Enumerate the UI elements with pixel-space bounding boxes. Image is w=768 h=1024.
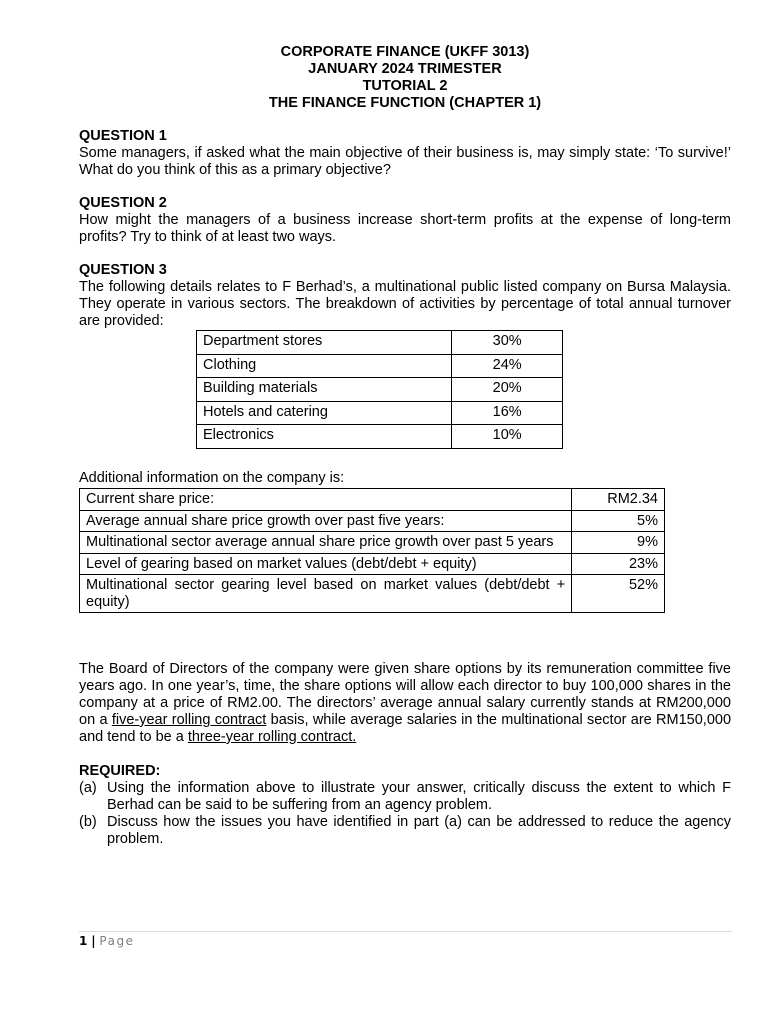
item-label: (b) [79,814,97,830]
board-text-part-1: The Board of Directors of the company were given share options by its remuneration committee five years ago. In one year’s, time, the share options will allow each director to buy 100,000 shares in the company at a price of RM2.00. The directors’ average annual salary currently stands at RM200,000 on a [79,661,731,728]
percentage-cell: 30% [452,331,563,355]
course-title: CORPORATE FINANCE (UKFF 3013) [280,44,530,60]
additional-info-table [79,488,665,613]
info-item-cell: Multinational sector average annual share price growth over past 5 years [80,532,572,554]
item-text: Using the information above to illustrate your answer, critically discuss the extent to which F Berhad can be said to be suffering from an agency problem. [107,780,731,813]
info-item-cell: Current share price: [80,489,572,511]
required-item-b [79,814,731,848]
page-footer [79,934,134,948]
required-section [79,763,731,848]
required-item-a [79,780,731,814]
table-row [197,354,563,378]
item-label: (a) [79,780,97,796]
required-heading: REQUIRED: [79,763,161,779]
activity-cell: Clothing [197,354,452,378]
table-row [80,489,665,511]
table-row [197,425,563,449]
additional-info-label: Additional information on the company is: [79,470,345,486]
table-row [197,331,563,355]
board-paragraph [79,661,731,746]
five-year-contract-text: five-year rolling contract [111,712,267,728]
table-row [197,401,563,425]
info-value-cell: RM2.34 [572,489,665,511]
percentage-cell: 24% [452,354,563,378]
activity-cell: Department stores [197,331,452,355]
table-row [80,553,665,575]
table-row [80,510,665,532]
info-item-cell: Multinational sector gearing level based on market values (debt/debt + equity) [80,575,572,613]
table-row [197,378,563,402]
question-2-heading: QUESTION 2 [79,195,167,211]
question-3 [79,262,731,330]
info-value-cell: 5% [572,510,665,532]
chapter-title: THE FINANCE FUNCTION (CHAPTER 1) [268,95,542,111]
three-year-contract-text: three-year rolling contract. [187,729,357,745]
percentage-cell: 20% [452,378,563,402]
question-3-intro: The following details relates to F Berhad’s, a multinational public listed company on Bursa Malaysia. They operate in various sectors. The breakdown of activities by percentage of total annual turnover are provided: [79,279,731,329]
trimester-title: JANUARY 2024 TRIMESTER [308,61,502,77]
activity-cell: Building materials [197,378,452,402]
question-2-text: How might the managers of a business increase short-term profits at the expense of long-term profits? Try to think of at least two ways. [79,212,731,245]
board-text-part-2: basis, while average salaries in the multinational sector are RM150,000 and tend to be a [79,712,732,745]
activity-cell: Hotels and catering [197,401,452,425]
item-text: Discuss how the issues you have identified in part (a) can be addressed to reduce the agency problem. [107,814,731,847]
tutorial-title: TUTORIAL 2 [362,78,448,94]
info-item-cell: Level of gearing based on market values (debt/debt + equity) [80,553,572,575]
footer-separator: | [91,934,96,948]
footer-divider [79,931,732,932]
question-3-heading: QUESTION 3 [79,262,167,278]
question-1 [79,128,731,179]
question-2 [79,195,731,246]
page-label: Page [99,934,135,948]
document-header [79,44,731,112]
table-row [80,575,665,613]
info-value-cell: 23% [572,553,665,575]
question-1-heading: QUESTION 1 [79,128,167,144]
info-value-cell: 52% [572,575,665,613]
question-1-text: Some managers, if asked what the main objective of their business is, may simply state: ‘To survive!’ What do you think of this as a primary objective? [79,145,731,178]
info-item-cell: Average annual share price growth over past five years: [80,510,572,532]
activity-cell: Electronics [197,425,452,449]
info-value-cell: 9% [572,532,665,554]
percentage-cell: 10% [452,425,563,449]
page-number: 1 [79,934,88,948]
table-row [80,532,665,554]
percentage-cell: 16% [452,401,563,425]
turnover-table [196,330,563,449]
